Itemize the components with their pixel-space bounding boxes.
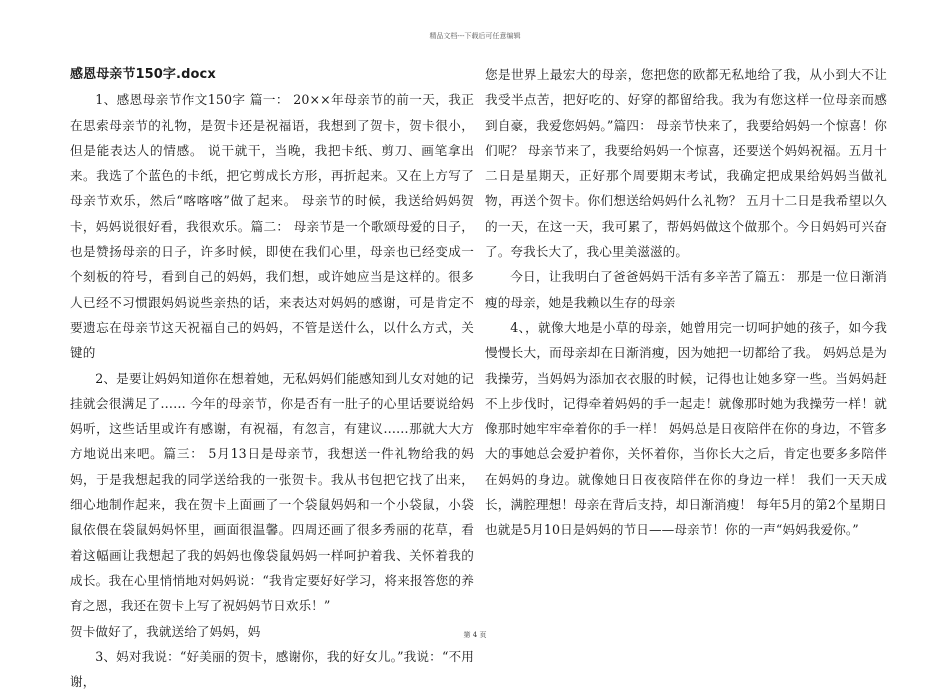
- paragraph: 1、感恩母亲节作文150字 篇一： 20××年母亲节的前一天，我正在思索母亲节的礼物，是贺卡还是祝福语，我想到了贺卡，贺卡很小，但是能表达人的情感。 说干就干，当晚，我把卡纸、剪刀、画笔拿出来。我选了个蓝色的卡纸，把它剪成长方形，再折起来。又在上方写了母亲节欢乐，然后“喀喀喀”做了起来。 母亲节的时候，我送给妈妈贺卡，妈妈说很好看，我很欢乐。篇二： 母亲节是一个歌颂母爱的日子，也是赞扬母亲的日子，许多时候，即使在我们心里，母亲也已经变成一个刻板的符号，看到自己的妈妈，我们想，或许她应当是这样的。很多人已经不习惯跟妈妈说些亲热的话，来表达对妈妈的感谢，可是肯定不要遗忘在母亲节这天祝福自己的妈妈，不管是送什么，以什么方式，关键的: [70, 92, 474, 361]
- page-number: 第 4 页: [463, 631, 487, 639]
- paragraph: 2、是要让妈妈知道你在想着她，无私妈妈们能感知到儿女对她的记挂就会很满足了…… 今年的母亲节，你是否有一肚子的心里话要说给妈妈听，这些话里或许有感谢，有祝福，有忽言，有建议……那就大大方方地说出来吧。篇三： 5月13日是母亲节，我想送一件礼物给我的妈妈，于是我想起我的同学送给我的一张贺卡。我从书包把它找了出来，细心地制作起来，我在贺卡上面画了一个袋鼠妈妈和一个小袋鼠，小袋鼠依偎在袋鼠妈妈怀里，画面很温馨。四周还画了很多秀丽的花草，看着这幅画让我想起了我的妈妈也像袋鼠妈妈一样呵护着我、关怀着我的成长。我在心里悄悄地对妈妈说：“我肯定要好好学习，将来报答您的养育之恩，我还在贺卡上写了祝妈妈节日欢乐！”: [70, 370, 474, 614]
- document-title: 感恩母亲节150字.docx: [70, 67, 216, 82]
- paragraph: 今日，让我明白了爸爸妈妈干活有多辛苦了篇五： 那是一位日渐消瘦的母亲，她是我赖以生存的母亲: [485, 269, 887, 310]
- right-column: [485, 62, 887, 543]
- paragraph: 4、，就像大地是小草的母亲，她曾用完一切呵护她的孩子，如今我慢慢长大，而母亲却在日渐消瘦，因为她把一切都给了我。 妈妈总是为我操劳，当妈妈为添加衣衣服的时候，记得也让她多穿一些。当妈妈赶不上步伐时，记得牵着妈妈的手一起走！就像那时她为我操劳一样！就像那时她牢牢牵着你的手一样！ 妈妈总是日夜陪伴在你的身边，不管多大的事她总会爱护着你，关怀着你，当你长大之后，肯定也要多多陪伴在妈妈的身边。就像她日日夜夜陪伴在你的身边一样！ 我们一天天成长，满腔理想！母亲在背后支持，却日渐消瘦！ 每年5月的第2个星期日也就是5月10日是妈妈的节日——母亲节！你的一声“妈妈我爱你。”: [485, 319, 887, 538]
- page-header: 精品文档---下载后可任意编辑: [429, 32, 521, 40]
- left-column: [70, 62, 474, 694]
- paragraph: 贺卡做好了，我就送给了妈妈，妈: [70, 623, 261, 639]
- paragraph: 您是世界上最宏大的母亲，您把您的欧都无私地给了我，从小到大不让我受半点苦，把好吃的、好穿的都留给我。我为有您这样一位母亲而感到自豪，我爱您妈妈。”篇四： 母亲节快来了，我要给妈妈一个惊喜！你们呢？ 母亲节来了，我要给妈妈一个惊喜，还要送个妈妈祝福。五月十二日是星期天，正好那个周要期末考试，我确定把成果给妈妈当做礼物，再送个贺卡。你们想送给妈妈什么礼物？ 五月十二日是我希望以久的一天，在这一天，我可累了，帮妈妈做这个做那个。今日妈妈可兴奋了。夸我长大了，我心里美滋滋的。: [485, 67, 887, 260]
- paragraph: 3、妈对我说：“好美丽的贺卡，感谢你，我的好女儿。”我说：“不用谢，: [70, 648, 474, 690]
